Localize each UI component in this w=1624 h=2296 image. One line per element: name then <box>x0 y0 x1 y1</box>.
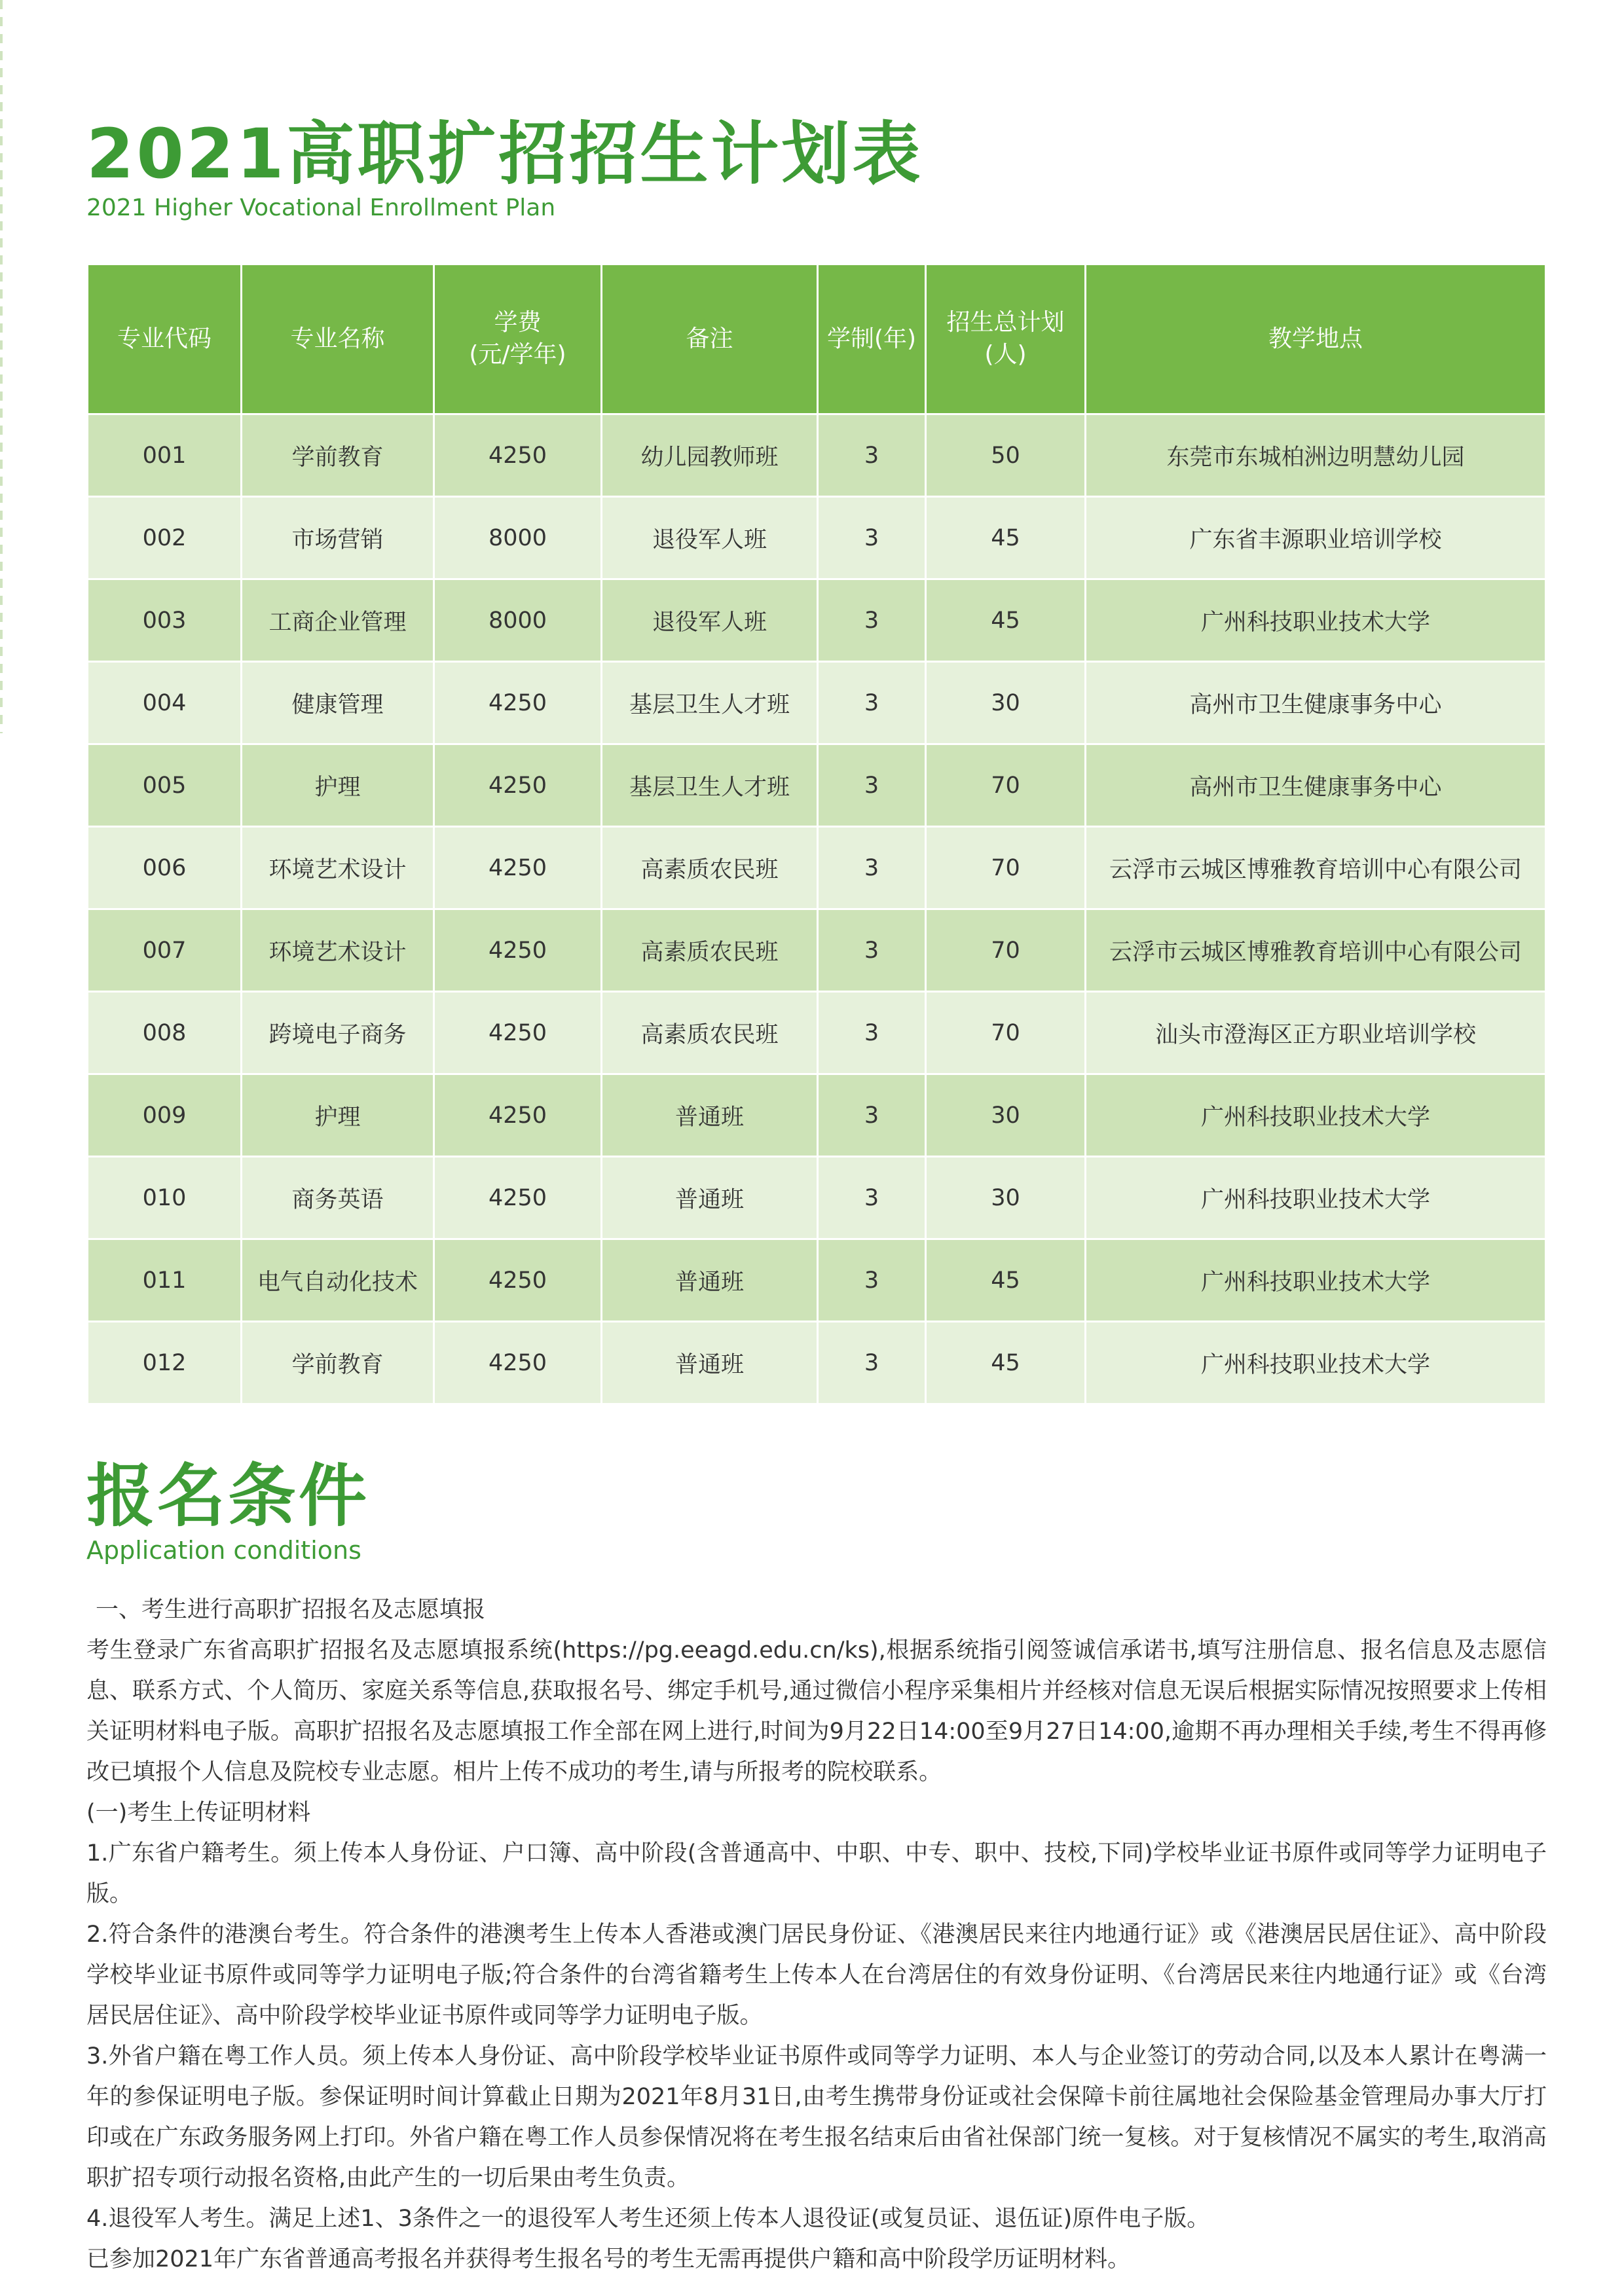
cell-fee: 4250 <box>434 1322 602 1404</box>
cell-code: 006 <box>88 827 242 909</box>
cell-name: 学前教育 <box>242 1322 434 1404</box>
cell-years: 3 <box>818 662 926 744</box>
cell-plan: 45 <box>926 1322 1086 1404</box>
side-dash-decoration <box>0 0 3 733</box>
cell-code: 005 <box>88 744 242 827</box>
conditions-body <box>86 1590 1547 2280</box>
cell-plan: 30 <box>926 1074 1086 1157</box>
cell-code: 004 <box>88 662 242 744</box>
table-row <box>88 1322 1546 1404</box>
cell-plan: 70 <box>926 909 1086 992</box>
cell-code: 009 <box>88 1074 242 1157</box>
cell-fee: 4250 <box>434 827 602 909</box>
cell-location: 东莞市东城柏洲边明慧幼儿园 <box>1086 414 1546 497</box>
cell-name: 护理 <box>242 744 434 827</box>
cell-note: 退役军人班 <box>602 497 818 579</box>
cell-note: 普通班 <box>602 1157 818 1239</box>
cell-note: 基层卫生人才班 <box>602 662 818 744</box>
cell-note: 退役军人班 <box>602 579 818 662</box>
cell-location: 云浮市云城区博雅教育培训中心有限公司 <box>1086 827 1546 909</box>
cell-name: 跨境电子商务 <box>242 992 434 1074</box>
cell-fee: 4250 <box>434 909 602 992</box>
cell-fee: 8000 <box>434 579 602 662</box>
table-row <box>88 414 1546 497</box>
cell-fee: 4250 <box>434 1239 602 1322</box>
cell-years: 3 <box>818 744 926 827</box>
cell-code: 012 <box>88 1322 242 1404</box>
cell-name: 环境艺术设计 <box>242 909 434 992</box>
cell-years: 3 <box>818 1239 926 1322</box>
cell-location: 高州市卫生健康事务中心 <box>1086 744 1546 827</box>
cell-plan: 70 <box>926 992 1086 1074</box>
cell-note: 高素质农民班 <box>602 827 818 909</box>
conditions-paragraph: 考生登录广东省高职扩招报名及志愿填报系统(https://pg.eeagd.edu.cn/ks),根据系统指引阅签诚信承诺书,填写注册信息、报名信息及志愿信息、联系方式、个人简历、家庭关系等信息,获取报名号、绑定手机号,通过微信小程序采集相片并经核对信息无误后根据实际情况按照要求上传相关证明材料电子版。高职扩招报名及志愿填报工作全部在网上进行,时间为9月22日14:00至9月27日14:00,逾期不再办理相关手续,考生不得再修改已填报个人信息及院校专业志愿。相片上传不成功的考生,请与所报考的院校联系。 <box>86 1637 1547 1785</box>
page-title: 2021高职扩招招生计划表 <box>86 114 923 194</box>
cell-years: 3 <box>818 1157 926 1239</box>
table-row <box>88 1157 1546 1239</box>
cell-fee: 4250 <box>434 1074 602 1157</box>
cell-fee: 4250 <box>434 744 602 827</box>
cell-plan: 45 <box>926 497 1086 579</box>
cell-years: 3 <box>818 992 926 1074</box>
conditions-item: 3.外省户籍在粤工作人员。须上传本人身份证、高中阶段学校毕业证书原件或同等学力证明、本人与企业签订的劳动合同,以及本人累计在粤满一年的参保证明电子版。参保证明时间计算截止日期为2021年8月31日,由考生携带身份证或社会保障卡前往属地社会保险基金管理局办事大厅打印或在广东政务服务网上打印。外省户籍在粤工作人员参保情况将在考生报名结束后由省社保部门统一复核。对于复核情况不属实的考生,取消高职扩招专项行动报名资格,由此产生的一切后果由考生负责。 <box>86 2043 1547 2191</box>
cell-name: 工商企业管理 <box>242 579 434 662</box>
cell-plan: 30 <box>926 662 1086 744</box>
header-years: 学制(年) <box>818 264 926 414</box>
cell-years: 3 <box>818 414 926 497</box>
table-row <box>88 1239 1546 1322</box>
cell-years: 3 <box>818 497 926 579</box>
conditions-item: 4.退役军人考生。满足上述1、3条件之一的退役军人考生还须上传本人退役证(或复员证、退伍证)原件电子版。 <box>86 2206 1210 2232</box>
cell-plan: 45 <box>926 579 1086 662</box>
cell-location: 广州科技职业技术大学 <box>1086 1322 1546 1404</box>
cell-fee: 4250 <box>434 414 602 497</box>
cell-location: 广东省丰源职业培训学校 <box>1086 497 1546 579</box>
cell-note: 幼儿园教师班 <box>602 414 818 497</box>
cell-years: 3 <box>818 1074 926 1157</box>
table-row <box>88 827 1546 909</box>
conditions-subtitle: Application conditions <box>86 1536 361 1565</box>
cell-years: 3 <box>818 827 926 909</box>
cell-years: 3 <box>818 1322 926 1404</box>
conditions-item: 2.符合条件的港澳台考生。符合条件的港澳考生上传本人香港或澳门居民身份证、《港澳居民来往内地通行证》或《港澳居民居住证》、高中阶段学校毕业证书原件或同等学力证明电子版;符合条件的台湾省籍考生上传本人在台湾居住的有效身份证明、《台湾居民来往内地通行证》或《台湾居民居住证》、高中阶段学校毕业证书原件或同等学力证明电子版。 <box>86 1922 1547 2029</box>
cell-location: 广州科技职业技术大学 <box>1086 1074 1546 1157</box>
cell-plan: 70 <box>926 744 1086 827</box>
conditions-heading: 一、考生进行高职扩招报名及志愿填报 <box>96 1597 486 1623</box>
table-row <box>88 579 1546 662</box>
table-row <box>88 1074 1546 1157</box>
cell-location: 云浮市云城区博雅教育培训中心有限公司 <box>1086 909 1546 992</box>
table-row <box>88 909 1546 992</box>
cell-code: 003 <box>88 579 242 662</box>
table-row <box>88 662 1546 744</box>
table-header-row <box>88 264 1546 414</box>
cell-code: 001 <box>88 414 242 497</box>
cell-plan: 70 <box>926 827 1086 909</box>
header-plan-line1: 招生总计划 <box>946 309 1065 337</box>
cell-name: 学前教育 <box>242 414 434 497</box>
cell-name: 护理 <box>242 1074 434 1157</box>
header-note: 备注 <box>602 264 818 414</box>
cell-name: 市场营销 <box>242 497 434 579</box>
cell-years: 3 <box>818 579 926 662</box>
cell-code: 010 <box>88 1157 242 1239</box>
conditions-note: 已参加2021年广东省普通高考报名并获得考生报名号的考生无需再提供户籍和高中阶段学历证明材料。 <box>86 2246 1131 2272</box>
table-row <box>88 497 1546 579</box>
header-fee-line1: 学费 <box>494 309 542 337</box>
enrollment-plan-table <box>86 263 1547 1405</box>
cell-plan: 50 <box>926 414 1086 497</box>
cell-location: 高州市卫生健康事务中心 <box>1086 662 1546 744</box>
conditions-title: 报名条件 <box>86 1456 370 1536</box>
header-code: 专业代码 <box>88 264 242 414</box>
cell-note: 高素质农民班 <box>602 992 818 1074</box>
conditions-item: 1.广东省户籍考生。须上传本人身份证、户口簿、高中阶段(含普通高中、中职、中专、职中、技校,下同)学校毕业证书原件或同等学力证明电子版。 <box>86 1840 1547 1907</box>
cell-plan: 30 <box>926 1157 1086 1239</box>
cell-note: 基层卫生人才班 <box>602 744 818 827</box>
cell-fee: 8000 <box>434 497 602 579</box>
cell-fee: 4250 <box>434 1157 602 1239</box>
header-plan <box>926 264 1086 414</box>
header-fee-line2: (元/学年) <box>469 341 566 368</box>
cell-years: 3 <box>818 909 926 992</box>
cell-location: 汕头市澄海区正方职业培训学校 <box>1086 992 1546 1074</box>
cell-fee: 4250 <box>434 662 602 744</box>
cell-code: 007 <box>88 909 242 992</box>
cell-plan: 45 <box>926 1239 1086 1322</box>
cell-code: 011 <box>88 1239 242 1322</box>
header-location: 教学地点 <box>1086 264 1546 414</box>
cell-location: 广州科技职业技术大学 <box>1086 579 1546 662</box>
cell-note: 普通班 <box>602 1322 818 1404</box>
conditions-subheading: (一)考生上传证明材料 <box>86 1800 311 1826</box>
header-plan-line2: (人) <box>984 341 1027 368</box>
cell-name: 电气自动化技术 <box>242 1239 434 1322</box>
cell-code: 008 <box>88 992 242 1074</box>
cell-code: 002 <box>88 497 242 579</box>
cell-fee: 4250 <box>434 992 602 1074</box>
header-fee <box>434 264 602 414</box>
cell-name: 健康管理 <box>242 662 434 744</box>
header-name: 专业名称 <box>242 264 434 414</box>
page-subtitle: 2021 Higher Vocational Enrollment Plan <box>86 194 556 221</box>
cell-location: 广州科技职业技术大学 <box>1086 1157 1546 1239</box>
cell-note: 普通班 <box>602 1074 818 1157</box>
cell-note: 高素质农民班 <box>602 909 818 992</box>
cell-name: 环境艺术设计 <box>242 827 434 909</box>
cell-name: 商务英语 <box>242 1157 434 1239</box>
cell-note: 普通班 <box>602 1239 818 1322</box>
table-row <box>88 992 1546 1074</box>
table-row <box>88 744 1546 827</box>
cell-location: 广州科技职业技术大学 <box>1086 1239 1546 1322</box>
